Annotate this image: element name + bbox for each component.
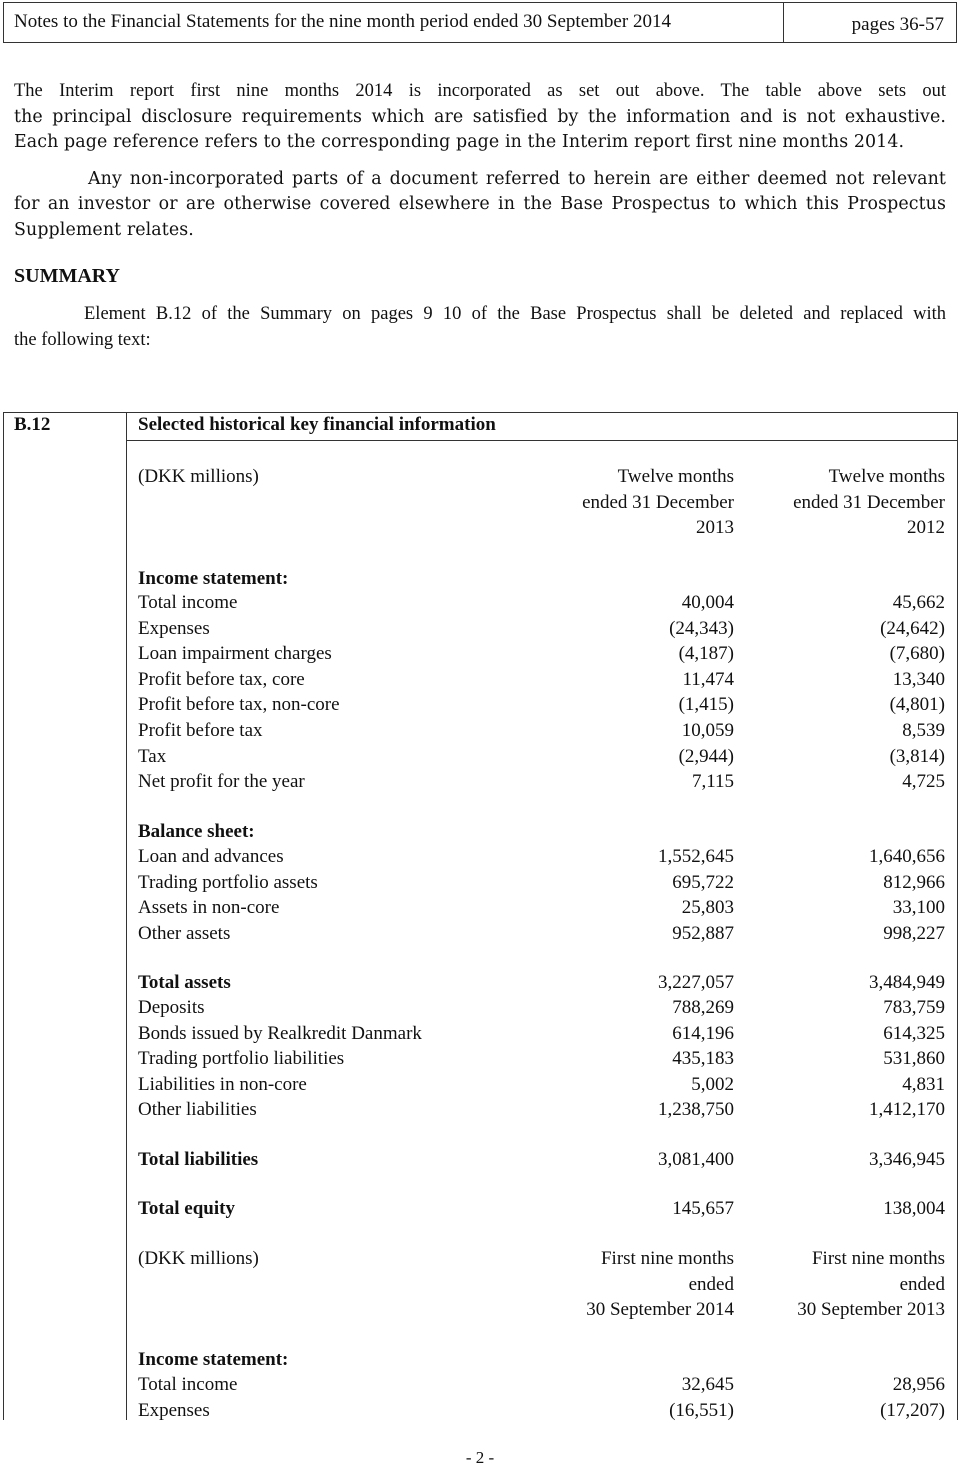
table-row <box>138 667 945 693</box>
row-value-col2: 8,539 <box>902 720 945 741</box>
row-value-col2: 812,966 <box>883 871 945 893</box>
income-statement-heading <box>138 566 945 592</box>
row-value-2013: 145,657 <box>672 1198 734 1219</box>
annual-col2-line: Twelve months <box>828 466 945 487</box>
annual-col1-line: 2013 <box>696 517 734 538</box>
row-value-col2: 33,100 <box>892 897 945 919</box>
row-value-col2: (17,207) <box>880 1399 945 1421</box>
interim-col1-line: First nine months <box>600 1248 734 1269</box>
row-label: Bonds issued by Realkredit Danmark <box>138 1022 422 1044</box>
row-label: Trading portfolio liabilities <box>138 1048 345 1070</box>
header-title: Notes to the Financial Statements for the nine month period ended 30 September 2014 <box>4 3 784 42</box>
row-value-col2: (4,801) <box>889 694 945 716</box>
paragraph-2-line-2: for an investor or are otherwise covered elsewhere in the Base Prospectus to which this Prospectus <box>14 194 946 214</box>
row-value-col2: 4,725 <box>902 771 945 793</box>
row-label: Loan and advances <box>138 846 284 867</box>
table-row <box>138 744 945 770</box>
row-label: Profit before tax, non-core <box>138 694 340 716</box>
annual-col2-line: 2012 <box>907 517 945 538</box>
table-row <box>138 616 945 642</box>
row-label: Profit before tax <box>138 720 263 741</box>
table-row <box>138 870 945 896</box>
row-label: Liabilities in non-core <box>138 1073 307 1095</box>
paragraph-1-line-1: The Interim report first nine months 2014 is incorporated as set out above. The table above sets out <box>14 81 946 101</box>
summary-heading: SUMMARY <box>14 265 120 287</box>
interim-col2-line: First nine months <box>811 1248 945 1269</box>
row-value-col1: 695,722 <box>672 871 734 893</box>
annual-col1-line: ended 31 December <box>582 491 734 513</box>
total-assets-row <box>138 970 945 996</box>
interim-col1-line: 30 September 2014 <box>586 1299 734 1320</box>
row-label: Total equity <box>138 1198 235 1219</box>
row-value-col2: 28,956 <box>892 1374 945 1395</box>
row-value-col1: 952,887 <box>672 922 734 944</box>
row-value-2012: 138,004 <box>883 1198 945 1219</box>
annual-unit-label: (DKK millions) <box>138 466 259 487</box>
row-label: Expenses <box>138 1399 210 1421</box>
row-value-col2: 45,662 <box>892 592 945 613</box>
row-value-col1: 25,803 <box>681 897 734 919</box>
table-row <box>138 718 945 744</box>
table-row <box>138 641 945 667</box>
annual-col1-header <box>582 464 734 541</box>
row-value-col1: 7,115 <box>691 771 734 793</box>
row-label: Expenses <box>138 617 210 639</box>
row-value-col1: 435,183 <box>672 1048 734 1070</box>
interim-col2-header <box>797 1246 945 1323</box>
table-right-border <box>957 412 958 1420</box>
element-code: B.12 <box>14 414 51 435</box>
table-row <box>138 1072 945 1098</box>
total-equity-row <box>138 1196 945 1222</box>
row-value-col1: 10,059 <box>681 720 734 741</box>
element-title: Selected historical key financial information <box>138 414 496 435</box>
row-value-col2: 1,640,656 <box>869 846 945 867</box>
paragraph-1-line-2: the principal disclosure requirements which are satisfied by the information and is not exhaustive. <box>14 107 946 127</box>
interim-col2-line: ended <box>899 1273 945 1295</box>
row-label: Total liabilities <box>138 1149 259 1170</box>
row-value-col2: 614,325 <box>883 1022 945 1044</box>
summary-text-line-1: Element B.12 of the Summary on pages 9 10 of the Base Prospectus shall be deleted and replaced with <box>84 304 946 324</box>
table-row <box>138 1097 945 1123</box>
row-value-col2: 783,759 <box>883 997 945 1018</box>
annual-col1-line: Twelve months <box>617 466 734 487</box>
header-pages: pages 36-57 <box>851 14 944 35</box>
annual-col2-line: ended 31 December <box>793 491 945 513</box>
table-row <box>138 844 945 870</box>
row-value-col2: 531,860 <box>883 1048 945 1070</box>
row-value-col1: (24,343) <box>669 617 734 639</box>
row-value-col2: 4,831 <box>902 1073 945 1095</box>
row-value-col1: 11,474 <box>682 668 734 690</box>
interim-income-heading <box>138 1347 945 1373</box>
table-column-divider <box>126 412 127 1420</box>
document-header <box>3 2 957 43</box>
row-label: Deposits <box>138 997 205 1018</box>
row-value-2012: 3,346,945 <box>869 1149 945 1170</box>
row-value-col1: (2,944) <box>678 745 734 767</box>
section-heading: Income statement: <box>138 1349 289 1370</box>
row-value-col1: (1,415) <box>678 694 734 716</box>
table-title-underline <box>126 440 957 441</box>
row-label: Loan impairment charges <box>138 643 332 665</box>
row-value-col1: 5,002 <box>691 1073 734 1095</box>
summary-text-line-2: the following text: <box>14 330 151 350</box>
section-heading: Balance sheet: <box>138 821 255 842</box>
paragraph-2-line-1: Any non-incorporated parts of a document referred to herein are either deemed not relevant <box>88 169 946 189</box>
row-label: Total income <box>138 1374 238 1395</box>
table-row <box>138 895 945 921</box>
table-row <box>138 1046 945 1072</box>
row-label: Total income <box>138 592 238 613</box>
interim-col1-line: ended <box>688 1273 734 1295</box>
row-label: Trading portfolio assets <box>138 871 318 893</box>
table-row <box>138 1398 945 1424</box>
row-value-col1: 614,196 <box>672 1022 734 1044</box>
table-row <box>138 921 945 947</box>
table-top-border <box>3 412 957 413</box>
interim-col1-header <box>586 1246 734 1323</box>
row-value-col1: 1,238,750 <box>658 1099 734 1121</box>
row-label: Profit before tax, core <box>138 668 305 690</box>
row-label: Total assets <box>138 972 231 993</box>
row-value-col2: (7,680) <box>889 643 945 665</box>
balance-sheet-heading <box>138 819 945 845</box>
row-label: Net profit for the year <box>138 771 305 793</box>
row-value-col1: 40,004 <box>681 592 734 613</box>
row-value-col2: (3,814) <box>889 745 945 767</box>
row-value-col1: 32,645 <box>681 1374 734 1395</box>
page-number: - 2 - <box>465 1448 495 1467</box>
table-row <box>138 1021 945 1047</box>
table-row <box>138 1372 945 1398</box>
row-label: Tax <box>138 745 167 767</box>
row-value-col1: (16,551) <box>669 1399 734 1421</box>
annual-col2-header <box>793 464 945 541</box>
row-value-col1: (4,187) <box>678 643 734 665</box>
row-label: Other assets <box>138 922 231 944</box>
row-label: Other liabilities <box>138 1099 257 1121</box>
paragraph-2-line-3: Supplement relates. <box>14 220 194 240</box>
table-left-border <box>3 412 4 1420</box>
row-label: Assets in non-core <box>138 897 280 919</box>
table-row <box>138 692 945 718</box>
paragraph-1-line-3: Each page reference refers to the corresponding page in the Interim report first nine months 2014. <box>14 132 905 152</box>
interim-unit-label: (DKK millions) <box>138 1248 259 1269</box>
row-value-2013: 3,227,057 <box>658 972 734 993</box>
row-value-col2: 13,340 <box>892 668 945 690</box>
row-value-col2: 998,227 <box>883 922 945 944</box>
total-liabilities-row <box>138 1147 945 1173</box>
row-value-2013: 3,081,400 <box>658 1149 734 1170</box>
interim-col2-line: 30 September 2013 <box>797 1299 945 1320</box>
row-value-col2: (24,642) <box>880 617 945 639</box>
section-heading: Income statement: <box>138 568 289 589</box>
row-value-col2: 1,412,170 <box>869 1099 945 1121</box>
row-value-col1: 788,269 <box>672 997 734 1018</box>
row-value-col1: 1,552,645 <box>658 846 734 867</box>
row-value-2012: 3,484,949 <box>869 972 945 993</box>
table-row <box>138 590 945 616</box>
table-row <box>138 995 945 1021</box>
table-row <box>138 769 945 795</box>
